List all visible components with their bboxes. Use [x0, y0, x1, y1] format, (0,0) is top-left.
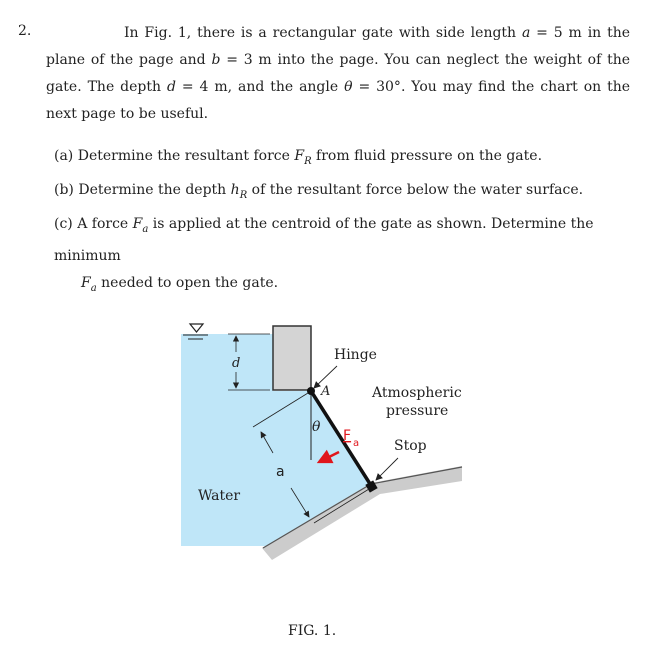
part-b: (b) Determine the depth $h_R$ of the resultant force below the water surface.	[54, 182, 584, 201]
part-a: (a) Determine the resultant force $F_R$ from fluid pressure on the gate.	[54, 148, 543, 167]
depth-label: d	[232, 356, 241, 371]
water-surface-symbol	[190, 324, 203, 332]
water-label: Water	[198, 488, 241, 504]
problem-statement: In Fig. 1, there is a rectangular gate with side length a = 5 m in the plane of the page and b = 3 m into the page. You can neglect the weight of the gate. The depth d = 4 m, and the angle θ = 30°. You may find the chart on the next page to be useful.	[46, 25, 631, 122]
hinge-label: Hinge	[334, 347, 377, 363]
force-fa-label: F	[343, 428, 352, 444]
part-c: (c) A force $F_a$ is applied at the centroid of the gate as shown. Determine the minimum $F_a$ needed to open the gate.	[54, 216, 594, 294]
force-fa-subscript: a	[353, 438, 360, 449]
stop-leader	[376, 458, 398, 480]
problem-number: 2.	[18, 23, 32, 39]
atmospheric-label: Atmospheric	[372, 385, 462, 401]
wall-block	[273, 326, 311, 390]
hinge-point	[307, 387, 315, 395]
theta-label: θ	[312, 419, 321, 435]
figure-caption: FIG. 1.	[288, 623, 337, 639]
stop-label: Stop	[394, 438, 427, 454]
pressure-label: pressure	[386, 403, 449, 419]
length-a-label: a	[276, 464, 285, 480]
point-a-label: A	[321, 384, 331, 399]
